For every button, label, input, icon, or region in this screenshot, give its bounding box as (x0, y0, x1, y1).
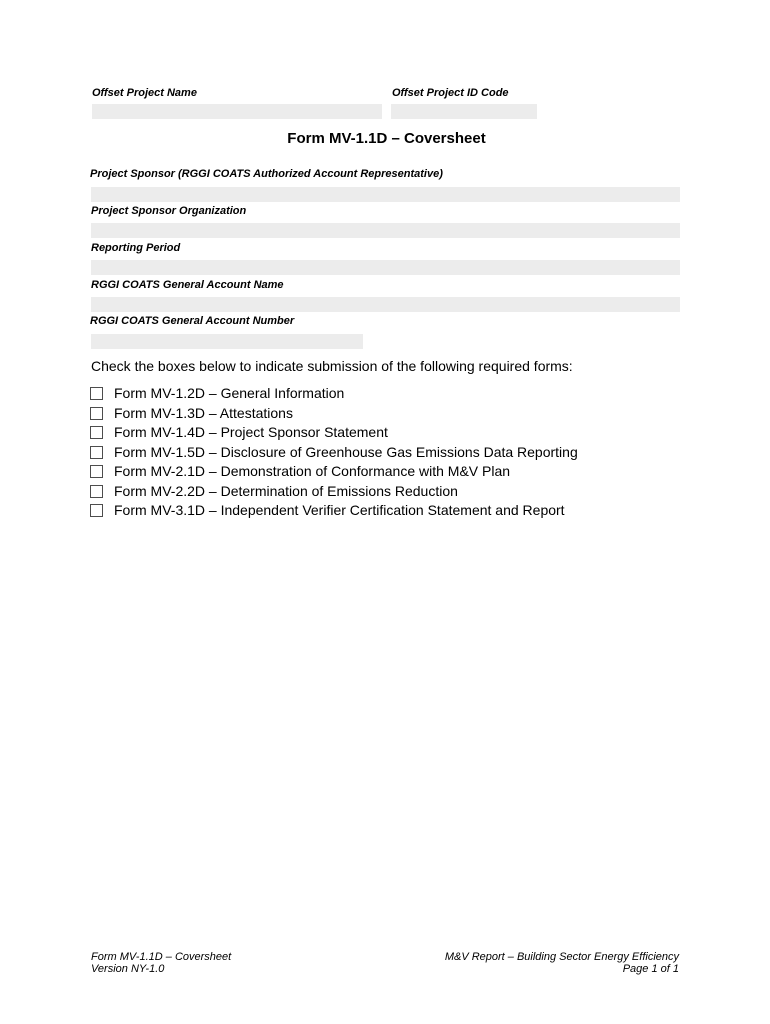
checklist-item-label: Form MV-1.2D – General Information (114, 385, 345, 401)
page-title: Form MV-1.1D – Coversheet (287, 130, 486, 147)
checklist-item-label: Form MV-2.1D – Demonstration of Conformance with M&V Plan (114, 463, 511, 479)
checklist-item-label: Form MV-2.2D – Determination of Emissions Reduction (114, 482, 458, 499)
general-account-number-field[interactable] (91, 334, 363, 349)
form-mv-1-5d-checkbox[interactable] (90, 446, 103, 459)
general-account-name-label: RGGI COATS General Account Name (91, 279, 284, 291)
project-sponsor-field[interactable] (91, 187, 680, 202)
form-mv-1-2d-checkbox[interactable] (90, 387, 103, 400)
offset-project-name-field[interactable] (92, 104, 382, 119)
checklist-instruction: Check the boxes below to indicate submission of the following required forms: (91, 358, 573, 374)
footer-page-number: Page 1 of 1 (622, 963, 679, 975)
form-mv-3-1d-checkbox[interactable] (90, 504, 103, 517)
project-sponsor-organization-field[interactable] (91, 223, 680, 238)
offset-project-name-label: Offset Project Name (92, 87, 197, 99)
checklist-item-label: Form MV-3.1D – Independent Verifier Certification Statement and Report (114, 502, 565, 518)
footer-form-name: Form MV-1.1D – Coversheet (91, 951, 232, 963)
checklist-item-label: Form MV-1.4D – Project Sponsor Statement (114, 424, 388, 440)
general-account-name-field[interactable] (91, 297, 680, 312)
footer-report-name: M&V Report – Building Sector Energy Efficiency (444, 951, 679, 963)
form-mv-1-3d-checkbox[interactable] (90, 407, 103, 420)
project-sponsor-label: Project Sponsor (RGGI COATS Authorized Account Representative) (90, 168, 443, 180)
checklist-item-label: Form MV-1.3D – Attestations (114, 404, 293, 421)
general-account-number-label: RGGI COATS General Account Number (90, 315, 295, 327)
form-mv-2-2d-checkbox[interactable] (90, 485, 103, 498)
form-mv-2-1d-checkbox[interactable] (90, 465, 103, 478)
form-mv-1-4d-checkbox[interactable] (90, 426, 103, 439)
reporting-period-label: Reporting Period (91, 242, 181, 254)
reporting-period-field[interactable] (91, 260, 680, 275)
offset-project-id-field[interactable] (391, 104, 537, 119)
footer-version: Version NY-1.0 (91, 963, 165, 975)
checklist-item-label: Form MV-1.5D – Disclosure of Greenhouse Gas Emissions Data Reporting (114, 443, 578, 460)
offset-project-id-label: Offset Project ID Code (392, 87, 509, 99)
project-sponsor-organization-label: Project Sponsor Organization (91, 205, 247, 217)
